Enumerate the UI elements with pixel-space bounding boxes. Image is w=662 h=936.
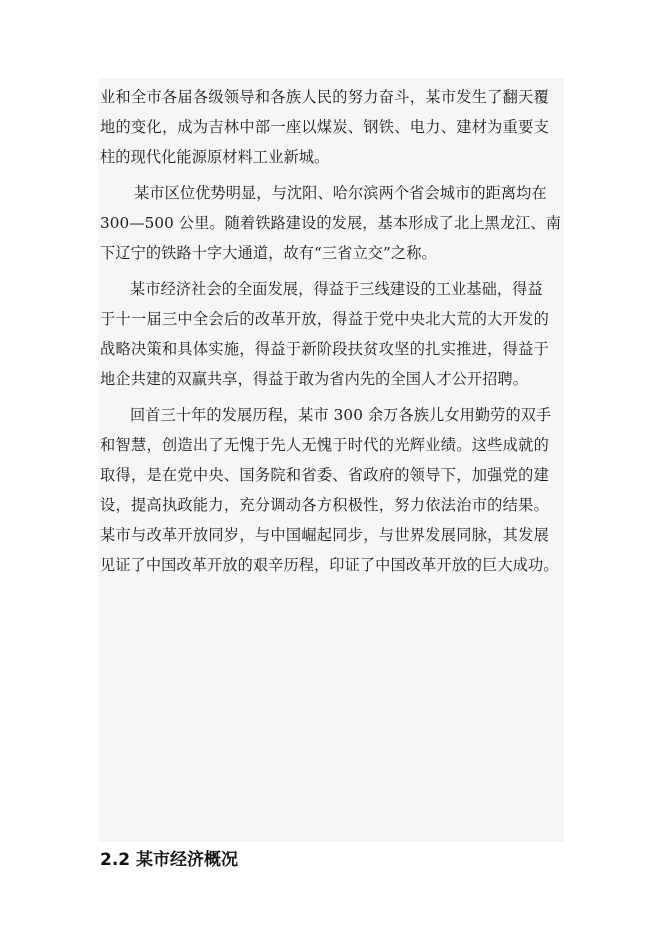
paragraph-4-line-2: 和智慧，创造出了无愧于先人无愧于时代的光辉业绩。这些成就的 [100, 436, 550, 454]
paragraph-4-line-3: 取得，是在党中央、国务院和省委、省政府的领导下，加强党的建 [100, 466, 550, 484]
paragraph-4-line-6: 见证了中国改革开放的艰辛历程，印证了中国改革开放的巨大成功。 [100, 556, 559, 574]
paragraph-3-line-4: 地企共建的双赢共享，得益于敢为省内先的全国人才公开招聘。 [100, 370, 529, 388]
paragraph-3-line-2: 于十一届三中全会后的改革开放，得益于党中央北大荒的大开发的 [100, 310, 550, 328]
paragraph-2-line-1: 某市区位优势明显，与沈阳、哈尔滨两个省会城市的距离均在 [134, 184, 547, 202]
paragraph-1-line-3: 柱的现代化能源原材料工业新城。 [100, 148, 330, 166]
paragraph-4-line-1: 回首三十年的发展历程，某市 300 余万各族儿女用勤劳的双手 [130, 406, 552, 424]
paragraph-3-line-3: 战略决策和具体实施，得益于新阶段扶贫攻坚的扎实推进，得益于 [100, 340, 550, 358]
body-text [100, 82, 570, 580]
paragraph-2-line-2: 300—500 公里。随着铁路建设的发展，基本形成了北上黑龙江、南 [100, 214, 561, 232]
paragraph-4-line-5: 某市与改革开放同岁，与中国崛起同步，与世界发展同脉，其发展 [100, 526, 550, 544]
paragraph-4-line-4: 设，提高执政能力，充分调动各方积极性，努力依法治市的结果。 [100, 496, 550, 514]
paragraph-3-line-1: 某市经济社会的全面发展，得益于三线建设的工业基础，得益 [130, 280, 543, 298]
paragraph-1-line-1: 业和全市各届各级领导和各族人民的努力奋斗，某市发生了翻天覆 [100, 88, 550, 106]
paragraph-1-line-2: 地的变化，成为吉林中部一座以煤炭、钢铁、电力、建材为重要支 [100, 118, 550, 136]
paragraph-2-line-3: 下辽宁的铁路十字大通道，故有“三省立交”之称。 [100, 244, 437, 262]
section-heading: 2.2 某市经济概况 [100, 850, 239, 870]
